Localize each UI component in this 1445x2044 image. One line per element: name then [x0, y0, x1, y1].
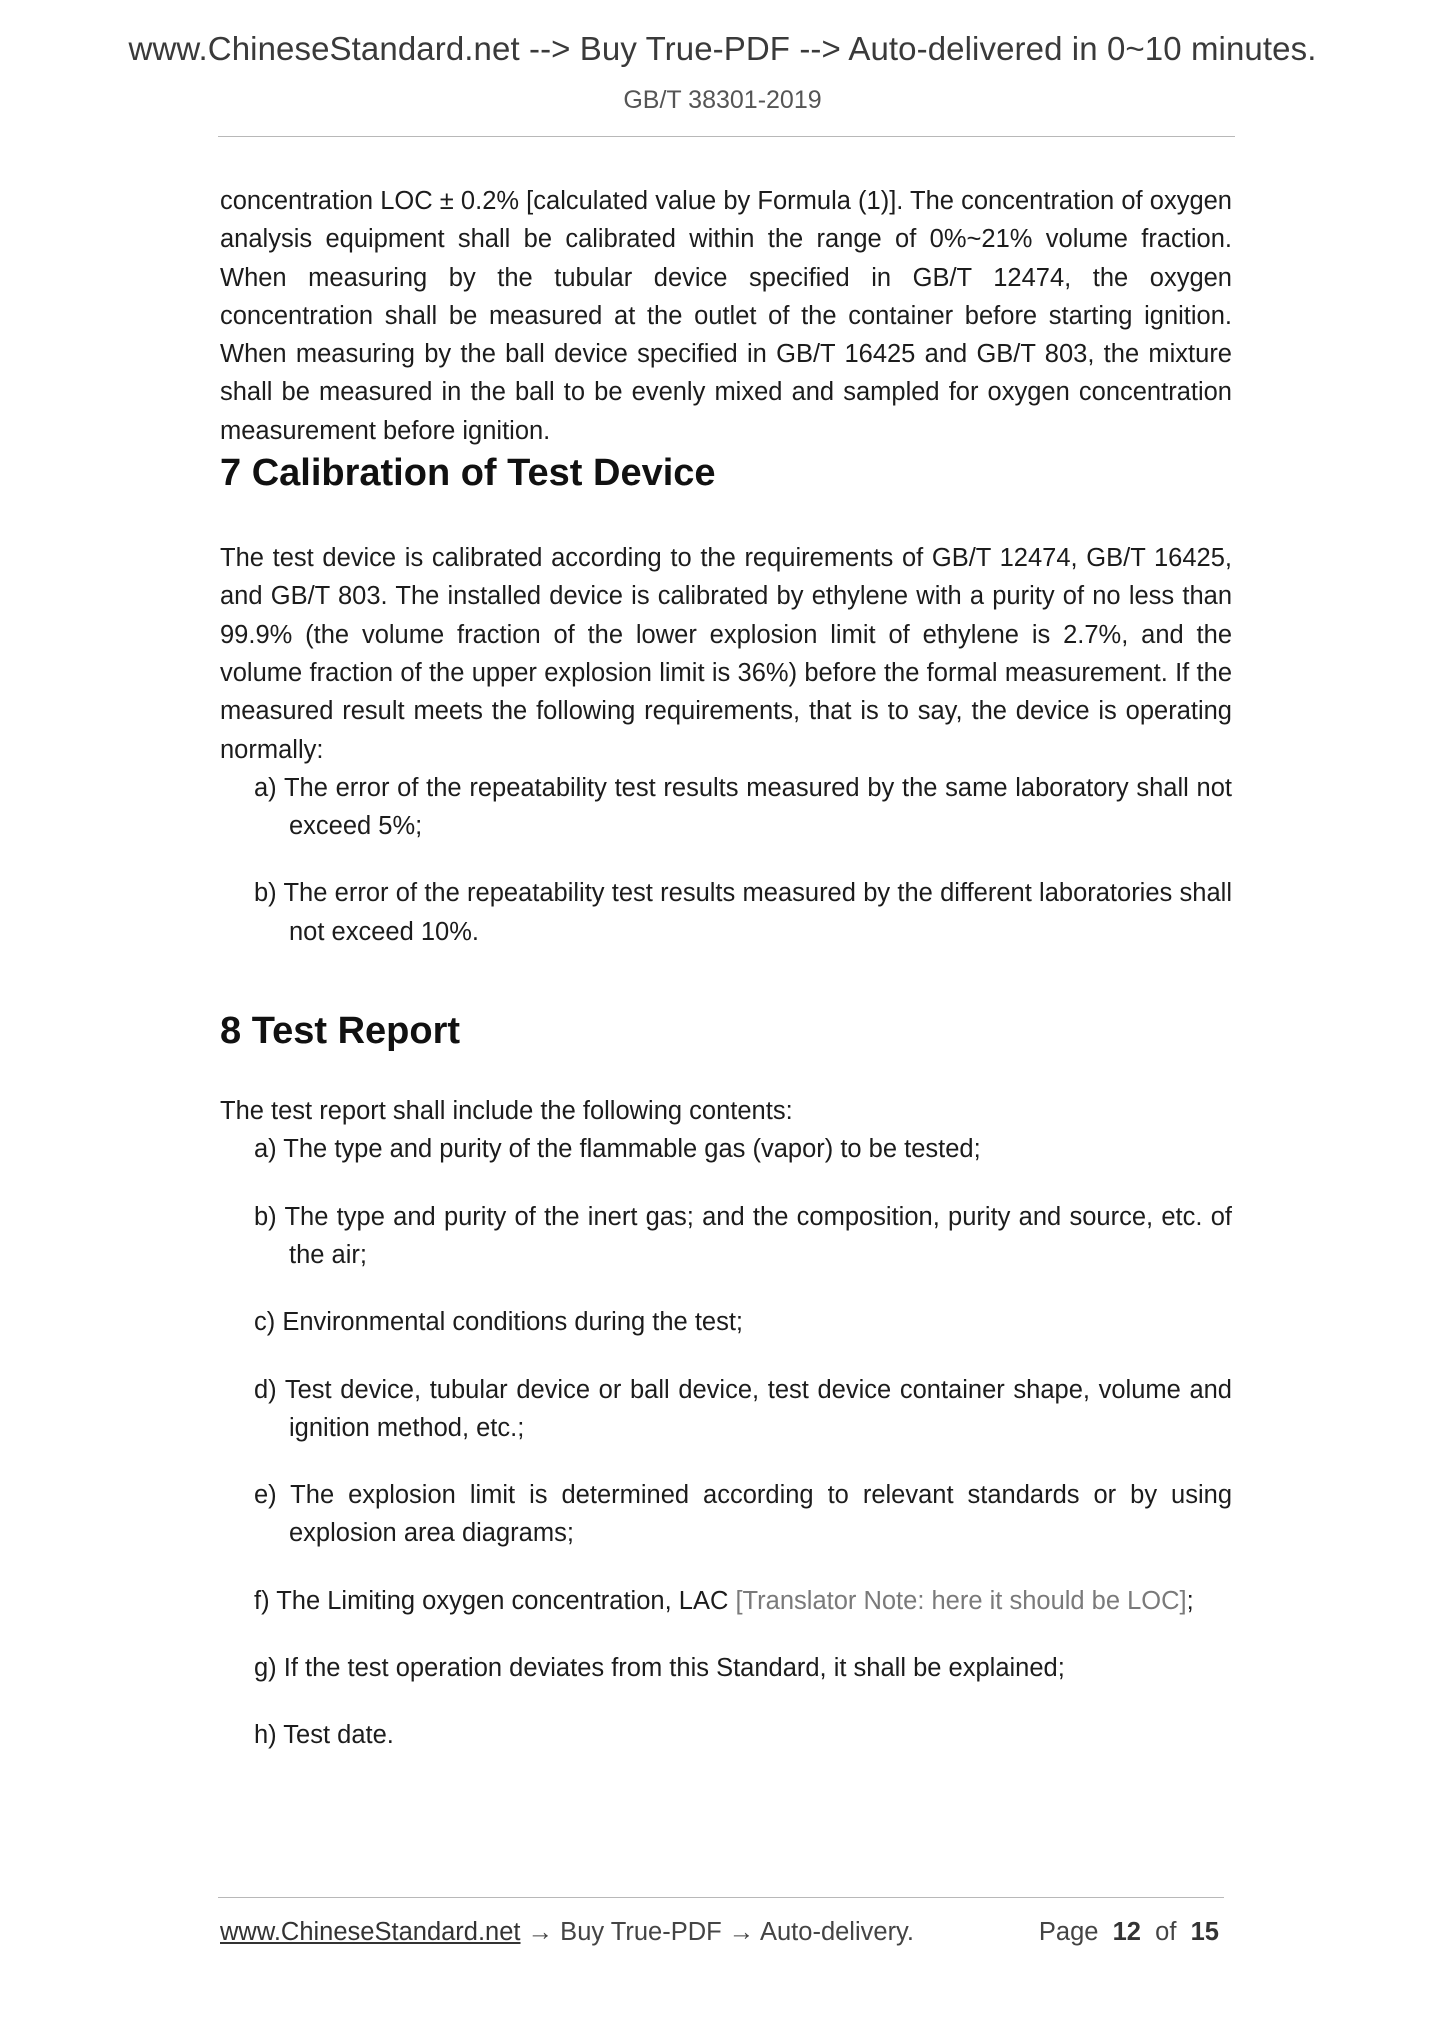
page-total: 15 [1190, 1918, 1219, 1946]
header-divider [218, 136, 1235, 137]
item-f-end: ; [1186, 1586, 1194, 1615]
footer-divider [218, 1897, 1224, 1898]
document-code: GB/T 38301-2019 [623, 86, 822, 114]
page-content [220, 182, 1232, 1784]
item-f-text: f) The Limiting oxygen concentration, LAC [254, 1586, 736, 1615]
site-banner: www.ChineseStandard.net --> Buy True-PDF --> Auto-delivered in 0~10 minutes. [128, 30, 1317, 67]
list-item: a) The type and purity of the flammable gas (vapor) to be tested; [254, 1135, 981, 1164]
section-7-paragraph: The test device is calibrated according to the requirements of GB/T 12474, GB/T 16425, and GB/T 803. The installed device is calibrated by ethylene with a purity of no less than 99.9% (the volume fraction of the lower explosion limit of ethylene is 2.7%, and the volume fraction of the upper explosion limit is 36%) before the formal measurement. If the measured result meets the following requirements, that is to say, the device is operating normally: [220, 544, 1232, 764]
page-label: Page [1038, 1918, 1099, 1946]
list-item: b) The error of the repeatability test results measured by the different laboratories shall not exceed 10%. [254, 879, 1232, 946]
list-item: d) Test device, tubular device or ball device, test device container shape, volume and ignition method, etc.; [254, 1375, 1232, 1442]
section-8-heading: 8 Test Report [220, 1010, 461, 1053]
report-contents-list [220, 1130, 1232, 1754]
list-item-f [220, 1582, 1232, 1620]
footer-site-link[interactable]: www.ChineseStandard.net [220, 1918, 521, 1946]
list-item: g) If the test operation deviates from this Standard, it shall be explained; [254, 1654, 1065, 1683]
page-counter [1039, 1918, 1219, 1947]
list-item: b) The type and purity of the inert gas; and the composition, purity and source, etc. of the air; [254, 1202, 1232, 1269]
section-7-heading: 7 Calibration of Test Device [220, 452, 716, 495]
page-footer [220, 1918, 1224, 1956]
page-current: 12 [1112, 1918, 1141, 1946]
list-item: c) Environmental conditions during the test; [254, 1308, 744, 1337]
translator-note: [Translator Note: here it should be LOC] [735, 1586, 1187, 1615]
list-item: a) The error of the repeatability test results measured by the same laboratory shall not exceed 5%; [254, 773, 1232, 841]
of-label: of [1155, 1918, 1177, 1946]
footer-tagline: → Buy True-PDF → Auto-delivery. [520, 1918, 914, 1946]
list-item: e) The explosion limit is determined according to relevant standards or by using explosion area diagrams; [254, 1481, 1232, 1548]
intro-paragraph: concentration LOC ± 0.2% [calculated value by Formula (1)]. The concentration of oxygen analysis equipment shall be calibrated within the range of 0%~21% volume fraction. When measuring by the tubular device specified in GB/T 12474, the oxygen concentration shall be measured at the outlet of the container before starting ignition. When measuring by the ball device specified in GB/T 16425 and GB/T 803, the mixture shall be measured in the ball to be evenly mixed and sampled for oxygen concentration measurement before ignition. [220, 187, 1232, 445]
section-8-paragraph: The test report shall include the following contents: [220, 1097, 793, 1126]
calibration-requirements-list [220, 769, 1232, 951]
list-item: h) Test date. [254, 1721, 394, 1750]
